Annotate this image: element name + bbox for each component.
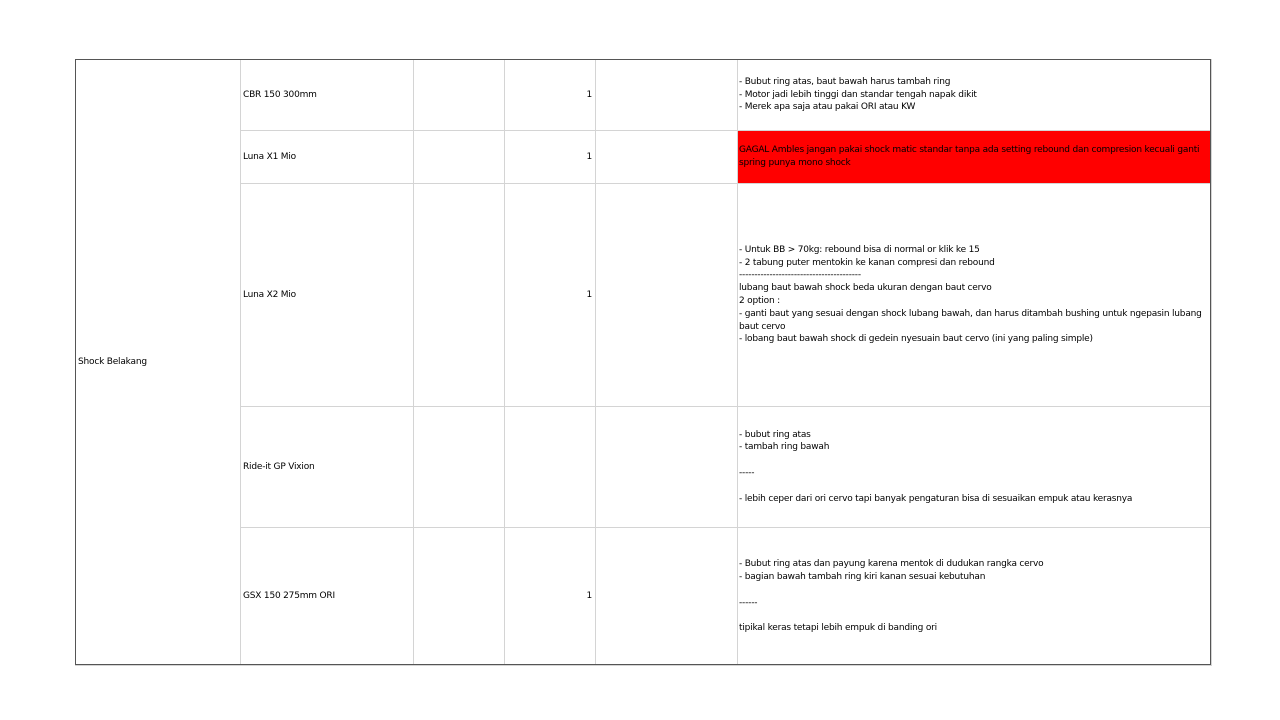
spreadsheet-table (75, 59, 1212, 666)
empty-cell[interactable] (596, 407, 738, 528)
item-cell[interactable]: CBR 150 300mm (241, 60, 414, 131)
item-cell[interactable]: Luna X2 Mio (241, 184, 414, 407)
notes-text: - Bubut ring atas dan payung karena mentok di dudukan rangka cervo - bagian bawah tambah ring kiri kanan sesuai kebutuhan ------ tipikal keras tetapi lebih empuk di banding ori (739, 559, 1044, 634)
notes-cell[interactable] (738, 407, 1212, 528)
notes-cell[interactable] (738, 184, 1212, 407)
notes-text: - Untuk BB > 70kg: rebound bisa di normal or klik ke 15 - 2 tabung puter mentokin ke kanan compresi dan rebound ---------------------------------------- lubang baut bawah shock beda ukuran dengan baut cervo 2 option : - ganti baut yang sesuai dengan shock lubang bawah, dan harus ditambah bushing untuk ngepasin lubang baut cervo - lobang baut bawah shock di gedein nyesuain baut cervo (ini yang paling simple) (739, 244, 1202, 345)
table-row (76, 60, 1212, 131)
qty-cell[interactable]: 1 (505, 60, 596, 131)
empty-cell[interactable] (414, 184, 505, 407)
table-row (76, 528, 1212, 666)
empty-cell[interactable] (414, 407, 505, 528)
empty-cell[interactable] (596, 60, 738, 131)
table-row (76, 407, 1212, 528)
notes-text: - bubut ring atas - tambah ring bawah ----- - lebih ceper dari ori cervo tapi banyak pengaturan bisa di sesuaikan empuk atau kerasnya (739, 429, 1133, 504)
item-cell[interactable]: Ride-it GP Vixion (241, 407, 414, 528)
qty-cell[interactable] (505, 407, 596, 528)
spreadsheet (75, 59, 1211, 665)
item-cell[interactable]: GSX 150 275mm ORI (241, 528, 414, 666)
qty-cell[interactable]: 1 (505, 528, 596, 666)
notes-cell-alert[interactable] (738, 131, 1212, 184)
qty-cell[interactable]: 1 (505, 184, 596, 407)
empty-cell[interactable] (414, 131, 505, 184)
empty-cell[interactable] (414, 528, 505, 666)
qty-cell[interactable]: 1 (505, 131, 596, 184)
empty-cell[interactable] (596, 184, 738, 407)
item-cell[interactable]: Luna X1 Mio (241, 131, 414, 184)
empty-cell[interactable] (596, 131, 738, 184)
empty-cell[interactable] (596, 528, 738, 666)
notes-text: - Bubut ring atas, baut bawah harus tambah ring - Motor jadi lebih tinggi dan standar tengah napak dikit - Merek apa saja atau pakai ORI atau KW (739, 76, 977, 113)
notes-text: GAGAL Ambles jangan pakai shock matic standar tanpa ada setting rebound dan compresion kecuali ganti spring punya mono shock (739, 145, 1203, 168)
notes-cell[interactable] (738, 60, 1212, 131)
category-cell[interactable]: Shock Belakang (76, 60, 241, 666)
table-row (76, 184, 1212, 407)
table-row (76, 131, 1212, 184)
notes-cell[interactable] (738, 528, 1212, 666)
empty-cell[interactable] (414, 60, 505, 131)
